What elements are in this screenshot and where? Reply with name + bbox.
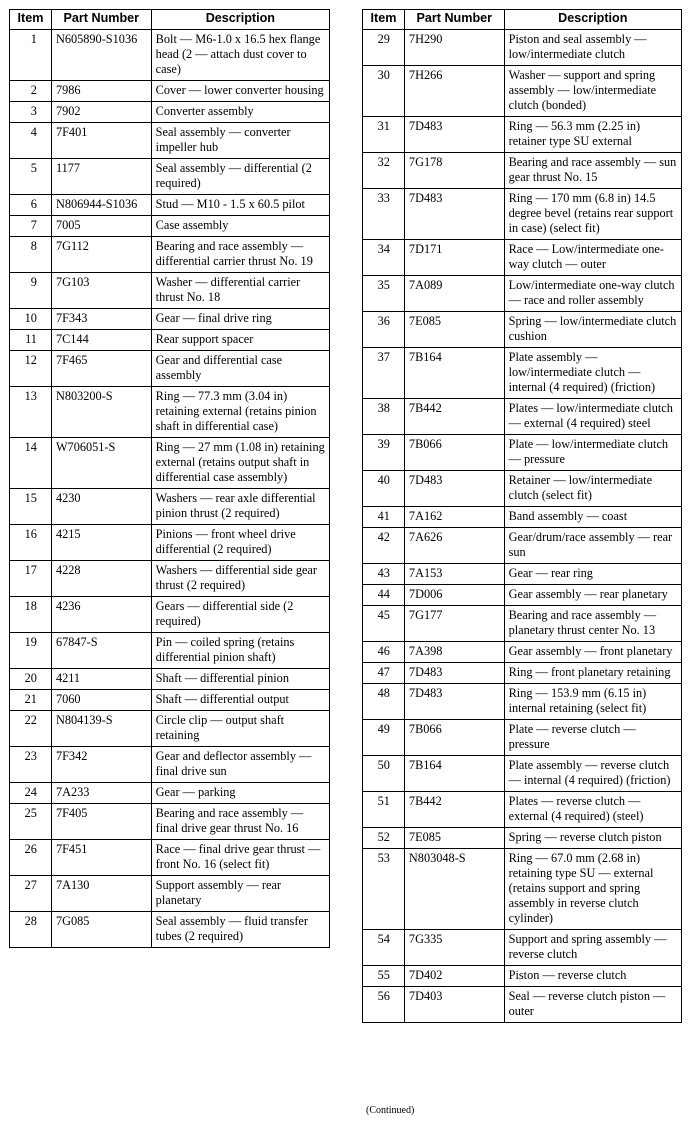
table-row [363,987,682,1023]
cell-item: 10 [10,309,52,330]
cell-part-number: 7D483 [404,189,504,240]
header-part-number: Part Number [404,10,504,30]
cell-item: 1 [10,30,52,81]
table-row [10,330,330,351]
cell-item: 42 [363,528,405,564]
table-row [363,471,682,507]
cell-description: Support assembly — rear planetary [151,876,329,912]
table-row [363,66,682,117]
cell-description: Ring — 56.3 mm (2.25 in) retainer type SU external [504,117,681,153]
cell-description: Stud — M10 - 1.5 x 60.5 pilot [151,195,329,216]
cell-part-number: 7D483 [404,471,504,507]
cell-item: 52 [363,828,405,849]
cell-part-number: 7A162 [404,507,504,528]
cell-item: 33 [363,189,405,240]
cell-description: Gear — final drive ring [151,309,329,330]
cell-description: Gear — rear ring [504,564,681,585]
cell-part-number: 7D006 [404,585,504,606]
cell-part-number: N804139-S [51,711,151,747]
cell-description: Converter assembly [151,102,329,123]
cell-part-number: 7B442 [404,399,504,435]
cell-item: 26 [10,840,52,876]
table-row [10,561,330,597]
table-row [363,966,682,987]
cell-part-number: 7A089 [404,276,504,312]
cell-description: Shaft — differential output [151,690,329,711]
cell-item: 39 [363,435,405,471]
cell-description: Pin — coiled spring (retains differential pinion shaft) [151,633,329,669]
cell-item: 14 [10,438,52,489]
cell-description: Spring — reverse clutch piston [504,828,681,849]
table-row [363,312,682,348]
table-row [10,711,330,747]
cell-item: 25 [10,804,52,840]
cell-part-number: 7F343 [51,309,151,330]
cell-description: Gear assembly — front planetary [504,642,681,663]
table-row [10,273,330,309]
header-description: Description [504,10,681,30]
cell-description: Shaft — differential pinion [151,669,329,690]
cell-item: 7 [10,216,52,237]
cell-item: 45 [363,606,405,642]
cell-description: Support and spring assembly — reverse clutch [504,930,681,966]
table-row [10,216,330,237]
table-row [363,348,682,399]
cell-description: Gears — differential side (2 required) [151,597,329,633]
cell-description: Ring — front planetary retaining [504,663,681,684]
table-row [10,102,330,123]
cell-item: 21 [10,690,52,711]
table-row [363,828,682,849]
continued-note: (Continued) [366,1105,415,1116]
cell-item: 2 [10,81,52,102]
cell-part-number: 7B164 [404,756,504,792]
cell-description: Plate assembly — reverse clutch — internal (4 required) (friction) [504,756,681,792]
cell-item: 31 [363,117,405,153]
table-row [10,633,330,669]
table-row [10,159,330,195]
cell-part-number: 7A233 [51,783,151,804]
cell-item: 35 [363,276,405,312]
table-row [363,528,682,564]
cell-description: Low/intermediate one-way clutch — race and roller assembly [504,276,681,312]
cell-item: 43 [363,564,405,585]
cell-part-number: 7A626 [404,528,504,564]
cell-description: Bolt — M6-1.0 x 16.5 hex flange head (2 — attach dust cover to case) [151,30,329,81]
cell-item: 49 [363,720,405,756]
cell-description: Plate — reverse clutch — pressure [504,720,681,756]
cell-part-number: N803048-S [404,849,504,930]
cell-part-number: 7A130 [51,876,151,912]
table-row [363,642,682,663]
table-row [363,117,682,153]
cell-description: Gear and differential case assembly [151,351,329,387]
cell-description: Bearing and race assembly — sun gear thrust No. 15 [504,153,681,189]
table-row [363,30,682,66]
cell-description: Piston — reverse clutch [504,966,681,987]
cell-part-number: 7D402 [404,966,504,987]
table-row [363,792,682,828]
cell-description: Rear support spacer [151,330,329,351]
table-row [10,438,330,489]
cell-part-number: 7H290 [404,30,504,66]
cell-item: 56 [363,987,405,1023]
cell-item: 44 [363,585,405,606]
cell-item: 11 [10,330,52,351]
cell-item: 34 [363,240,405,276]
cell-item: 9 [10,273,52,309]
cell-part-number: 7E085 [404,312,504,348]
parts-table-left [9,9,330,948]
cell-description: Ring — 27 mm (1.08 in) retaining external (retains output shaft in differential case assembly) [151,438,329,489]
cell-item: 6 [10,195,52,216]
table-row [10,525,330,561]
cell-part-number: N605890-S1036 [51,30,151,81]
table-row [363,507,682,528]
cell-item: 32 [363,153,405,189]
cell-item: 28 [10,912,52,948]
cell-item: 47 [363,663,405,684]
cell-item: 16 [10,525,52,561]
cell-description: Case assembly [151,216,329,237]
cell-description: Washer — support and spring assembly — low/intermediate clutch (bonded) [504,66,681,117]
table-row [10,747,330,783]
table-row [363,930,682,966]
cell-description: Plate — low/intermediate clutch — pressure [504,435,681,471]
cell-description: Seal assembly — differential (2 required) [151,159,329,195]
cell-description: Ring — 170 mm (6.8 in) 14.5 degree bevel (retains rear support in case) (select fit) [504,189,681,240]
cell-description: Seal — reverse clutch piston — outer [504,987,681,1023]
cell-part-number: 7D483 [404,117,504,153]
cell-item: 50 [363,756,405,792]
cell-part-number: 7B066 [404,720,504,756]
table-row [363,585,682,606]
cell-description: Gear and deflector assembly — final drive sun [151,747,329,783]
cell-part-number: 7D171 [404,240,504,276]
cell-item: 4 [10,123,52,159]
cell-description: Seal assembly — converter impeller hub [151,123,329,159]
cell-part-number: 7A153 [404,564,504,585]
cell-part-number: 7D483 [404,663,504,684]
cell-item: 48 [363,684,405,720]
cell-description: Seal assembly — fluid transfer tubes (2 required) [151,912,329,948]
header-item: Item [363,10,405,30]
cell-description: Washer — differential carrier thrust No. 18 [151,273,329,309]
cell-description: Piston and seal assembly — low/intermediate clutch [504,30,681,66]
cell-item: 36 [363,312,405,348]
table-row [363,276,682,312]
cell-part-number: 7C144 [51,330,151,351]
cell-description: Spring — low/intermediate clutch cushion [504,312,681,348]
table-row [363,684,682,720]
cell-description: Retainer — low/intermediate clutch (select fit) [504,471,681,507]
table-row [10,123,330,159]
cell-part-number: 7A398 [404,642,504,663]
table-row [363,606,682,642]
table-row [363,720,682,756]
cell-description: Washers — rear axle differential pinion thrust (2 required) [151,489,329,525]
cell-item: 20 [10,669,52,690]
cell-description: Plate assembly — low/intermediate clutch — internal (4 required) (friction) [504,348,681,399]
table-row [10,309,330,330]
cell-part-number: 7F401 [51,123,151,159]
cell-part-number: 7G178 [404,153,504,189]
cell-description: Ring — 67.0 mm (2.68 in) retaining type SU — external (retains support and spring assembly in reverse clutch cylinder) [504,849,681,930]
cell-part-number: 7B164 [404,348,504,399]
cell-part-number: 4215 [51,525,151,561]
cell-item: 3 [10,102,52,123]
cell-description: Band assembly — coast [504,507,681,528]
table-row [10,195,330,216]
cell-part-number: N806944-S1036 [51,195,151,216]
table-row [363,663,682,684]
cell-description: Circle clip — output shaft retaining [151,711,329,747]
cell-part-number: 7H266 [404,66,504,117]
table-row [10,387,330,438]
cell-item: 23 [10,747,52,783]
cell-item: 38 [363,399,405,435]
cell-description: Pinions — front wheel drive differential (2 required) [151,525,329,561]
cell-part-number: 7F405 [51,804,151,840]
parts-table-right [362,9,682,1023]
table-row [10,783,330,804]
cell-part-number: 7G085 [51,912,151,948]
cell-part-number: 4230 [51,489,151,525]
cell-item: 27 [10,876,52,912]
cell-description: Bearing and race assembly — final drive gear thrust No. 16 [151,804,329,840]
cell-part-number: 7E085 [404,828,504,849]
cell-description: Gear/drum/race assembly — rear sun [504,528,681,564]
cell-item: 29 [363,30,405,66]
cell-description: Cover — lower converter housing [151,81,329,102]
cell-item: 8 [10,237,52,273]
cell-part-number: 7G103 [51,273,151,309]
cell-part-number: 4228 [51,561,151,597]
header-item: Item [10,10,52,30]
cell-description: Gear assembly — rear planetary [504,585,681,606]
cell-description: Bearing and race assembly — planetary thrust center No. 13 [504,606,681,642]
table-row [363,849,682,930]
cell-part-number: 7B442 [404,792,504,828]
table-row [363,240,682,276]
cell-part-number: 7F451 [51,840,151,876]
cell-part-number: 7060 [51,690,151,711]
table-row [10,351,330,387]
cell-part-number: 7005 [51,216,151,237]
cell-description: Bearing and race assembly — differential carrier thrust No. 19 [151,237,329,273]
cell-part-number: 4211 [51,669,151,690]
cell-item: 22 [10,711,52,747]
cell-part-number: 7F465 [51,351,151,387]
cell-part-number: 7G177 [404,606,504,642]
cell-item: 12 [10,351,52,387]
table-row [10,804,330,840]
table-row [10,912,330,948]
cell-part-number: 7B066 [404,435,504,471]
cell-part-number: W706051-S [51,438,151,489]
cell-item: 24 [10,783,52,804]
table-row [10,489,330,525]
cell-item: 19 [10,633,52,669]
cell-part-number: 67847-S [51,633,151,669]
cell-part-number: 1177 [51,159,151,195]
cell-item: 41 [363,507,405,528]
table-row [363,435,682,471]
cell-description: Washers — differential side gear thrust (2 required) [151,561,329,597]
table-row [363,564,682,585]
cell-description: Plates — low/intermediate clutch — external (4 required) steel [504,399,681,435]
cell-item: 37 [363,348,405,399]
cell-part-number: 7G335 [404,930,504,966]
cell-item: 17 [10,561,52,597]
cell-part-number: 7D403 [404,987,504,1023]
table-row [10,597,330,633]
cell-item: 46 [363,642,405,663]
table-row [10,30,330,81]
cell-item: 40 [363,471,405,507]
table-row [10,690,330,711]
cell-part-number: 7902 [51,102,151,123]
cell-item: 51 [363,792,405,828]
cell-part-number: 7F342 [51,747,151,783]
cell-part-number: 4236 [51,597,151,633]
cell-item: 53 [363,849,405,930]
cell-item: 15 [10,489,52,525]
table-row [10,876,330,912]
table-header-row [10,10,330,30]
table-row [363,756,682,792]
table-header-row [363,10,682,30]
cell-description: Race — final drive gear thrust — front No. 16 (select fit) [151,840,329,876]
cell-item: 54 [363,930,405,966]
cell-item: 55 [363,966,405,987]
header-description: Description [151,10,329,30]
cell-part-number: 7D483 [404,684,504,720]
cell-item: 18 [10,597,52,633]
cell-item: 30 [363,66,405,117]
table-row [10,237,330,273]
cell-description: Ring — 77.3 mm (3.04 in) retaining external (retains pinion shaft in differential case) [151,387,329,438]
cell-description: Plates — reverse clutch — external (4 required) (steel) [504,792,681,828]
table-row [363,189,682,240]
cell-part-number: 7G112 [51,237,151,273]
header-part-number: Part Number [51,10,151,30]
cell-part-number: 7986 [51,81,151,102]
cell-description: Ring — 153.9 mm (6.15 in) internal retaining (select fit) [504,684,681,720]
table-row [10,81,330,102]
table-row [363,153,682,189]
cell-part-number: N803200-S [51,387,151,438]
table-row [10,669,330,690]
cell-description: Race — Low/intermediate one-way clutch — outer [504,240,681,276]
table-row [363,399,682,435]
cell-item: 5 [10,159,52,195]
cell-item: 13 [10,387,52,438]
table-row [10,840,330,876]
cell-description: Gear — parking [151,783,329,804]
